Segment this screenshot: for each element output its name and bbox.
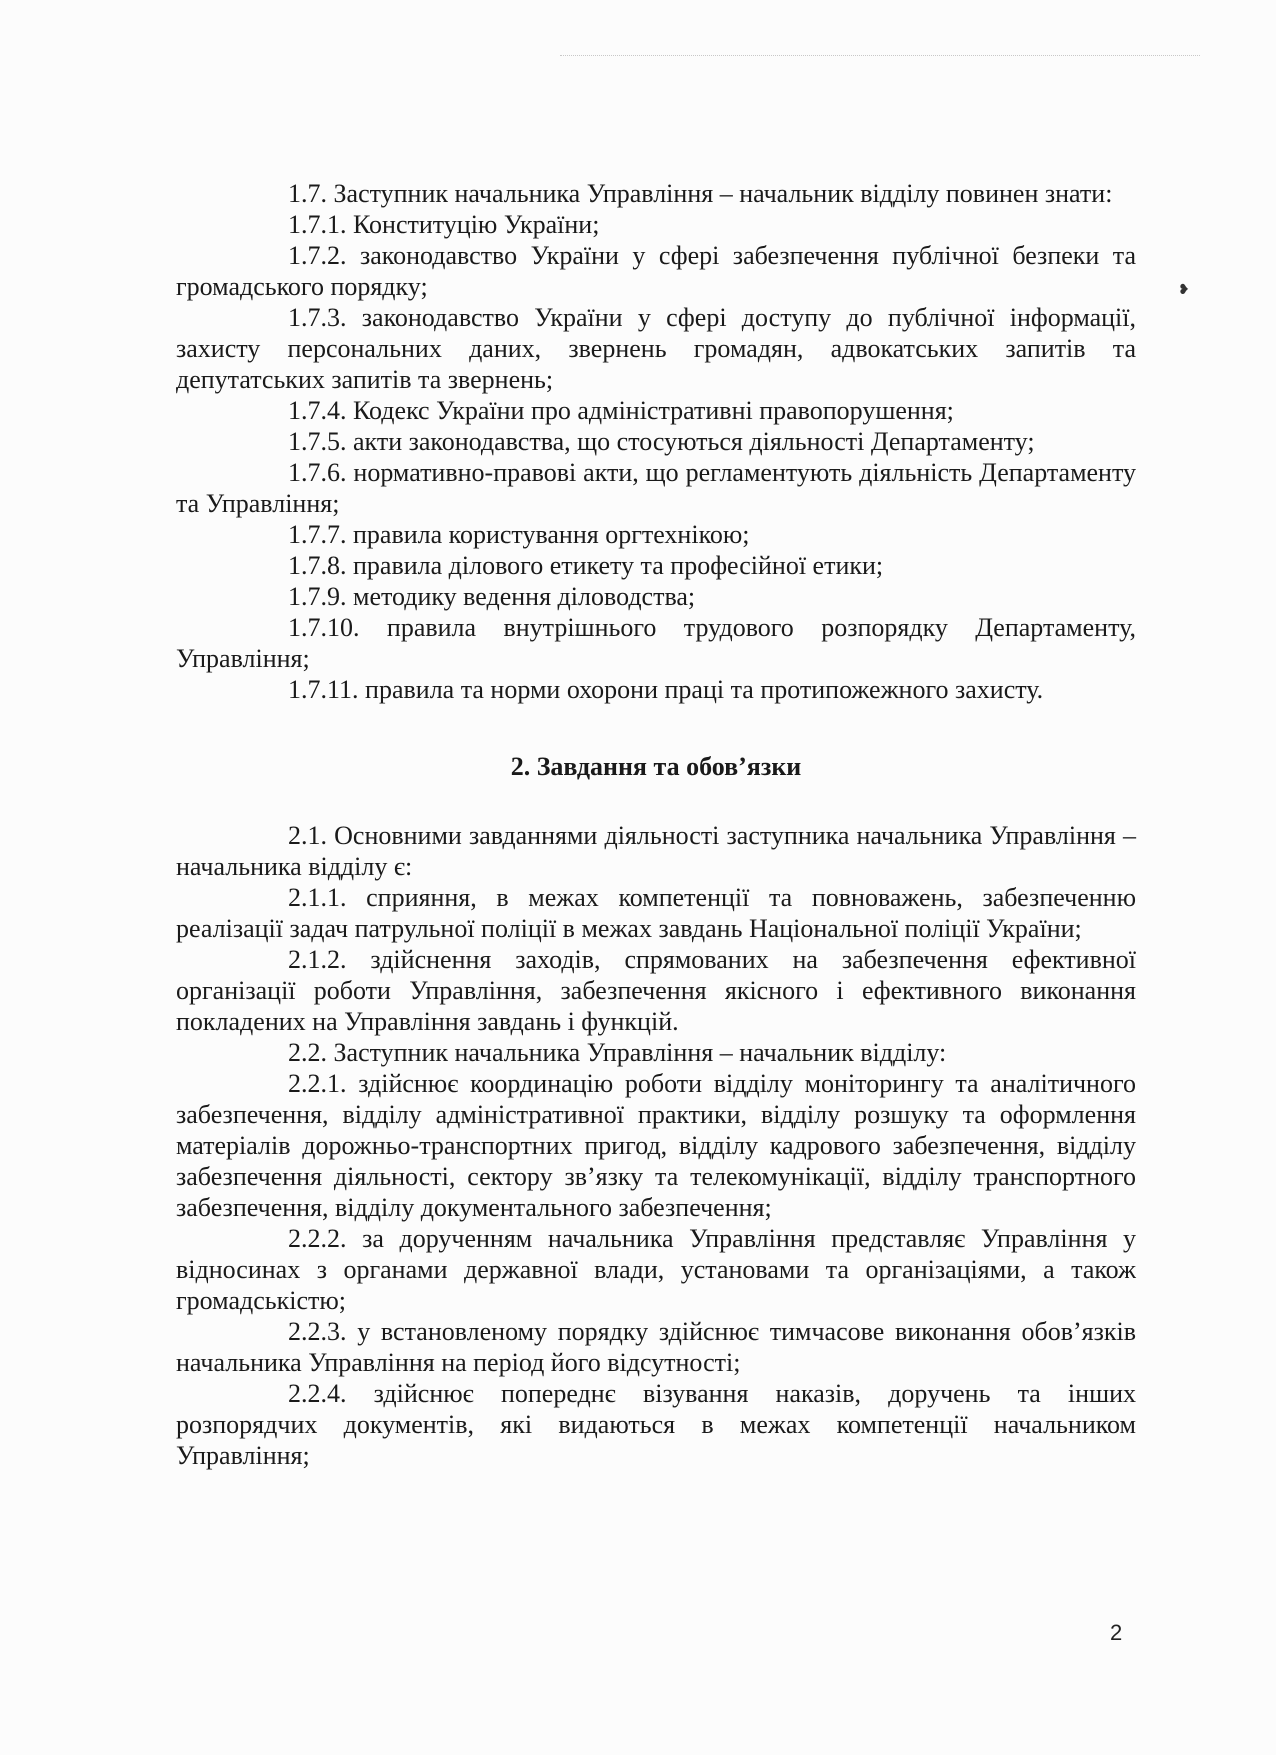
item-number: 1.7.10. [288,613,360,642]
item-number: 1.7.1. [288,210,347,239]
paragraph-2-2-2 [176,1223,1136,1316]
paragraph-2-1-1 [176,882,1136,944]
item-number: 2.2.2. [288,1224,347,1253]
item-text: правила користування оргтехнікою; [353,520,750,549]
item-text: здійснює попереднє візування наказів, доручень та інших розпорядчих документів, які видаються в межах компетенції начальником Управління; [176,1379,1136,1470]
item-number: 1.7.5. [288,427,347,456]
item-text: за дорученням начальника Управління представляє Управління у відносинах з органами державної влади, установами та організаціями, а також громадськістю; [176,1224,1136,1315]
item-text: Основними завданнями діяльності заступника начальника Управління – начальника відділу є: [176,821,1137,881]
item-text: Заступник начальника Управління – начальник відділу повинен знати: [333,179,1113,208]
item-text: Кодекс України про адміністративні правопорушення; [353,396,954,425]
item-number: 1.7. [288,179,327,208]
paragraph-2-2-3 [176,1316,1136,1378]
item-text: у встановленому порядку здійснює тимчасове виконання обов’язків начальника Управління на період його відсутності; [176,1317,1136,1377]
paragraph-1-7-11 [176,674,1136,705]
item-number: 1.7.4. [288,396,347,425]
page-number: 2 [1110,1620,1123,1645]
item-text: законодавство України у сфері доступу до публічної інформації, захисту персональних даних, звернень громадян, адвокатських запитів та депутатських запитів та звернень; [176,303,1137,394]
item-text: сприяння, в межах компетенції та повноважень, забезпеченню реалізації задач патрульної поліції в межах завдань Національної поліції України; [176,883,1136,943]
item-number: 1.7.6. [288,458,347,487]
paragraph-1-7-5 [176,426,1136,457]
section-heading: 2. Завдання та обов’язки [510,752,802,781]
item-number: 2.2.3. [288,1317,347,1346]
paragraph-2-2 [176,1037,1136,1068]
item-number: 2.2.4. [288,1379,347,1408]
item-number: 1.7.7. [288,520,347,549]
item-text: правила внутрішнього трудового розпорядку Департаменту, Управління; [176,613,1136,673]
item-text: Заступник начальника Управління – начальник відділу: [333,1038,947,1067]
paragraph-1-7-9 [176,581,1136,612]
paragraph-1-7-7 [176,519,1136,550]
paragraph-2-1 [176,820,1136,882]
item-number: 1.7.3. [288,303,347,332]
paragraph-1-7 [176,178,1136,209]
paragraph-1-7-3 [176,302,1136,395]
item-text: нормативно-правові акти, що регламентують діяльність Департаменту та Управління; [176,458,1136,518]
item-text: правила та норми охорони праці та протипожежного захисту. [365,675,1044,704]
item-number: 2.1.2. [288,945,347,974]
paragraph-1-7-4 [176,395,1136,426]
paragraph-2-1-2 [176,944,1136,1037]
item-number: 1.7.11. [288,675,359,704]
item-text: здійснює координацію роботи відділу моніторингу та аналітичного забезпечення, відділу адміністративної практики, відділу розшуку та оформлення матеріалів дорожньо-транспортних пригод, відділу кадрового забезпечення, відділу забезпечення діяльності, сектору зв’язку та телекомунікації, відділу транспортного забезпечення, відділу документального забезпечення; [176,1069,1136,1222]
paragraph-1-7-1 [176,209,1136,240]
paragraph-2-2-4 [176,1378,1136,1471]
item-number: 2.1.1. [288,883,347,912]
item-number: 1.7.2. [288,241,347,270]
item-text: правила ділового етикету та професійної етики; [353,551,884,580]
item-text: законодавство України у сфері забезпечення публічної безпеки та громадського порядку; [176,241,1137,301]
item-number: 1.7.9. [288,582,347,611]
item-text: акти законодавства, що стосуються діяльності Департаменту; [353,427,1035,456]
paragraph-1-7-8 [176,550,1136,581]
item-number: 2.2.1. [288,1069,347,1098]
item-number: 2.1. [288,821,327,850]
paragraph-1-7-2 [176,240,1136,302]
item-number: 2.2. [288,1038,327,1067]
item-text: методику ведення діловодства; [353,582,696,611]
paragraph-1-7-6 [176,457,1136,519]
item-number: 1.7.8. [288,551,347,580]
document-body [176,178,1136,1471]
scan-speck-mark: ❥ [1178,283,1190,298]
paragraph-2-2-1 [176,1068,1136,1223]
paragraph-1-7-10 [176,612,1136,674]
item-text: здійснення заходів, спрямованих на забезпечення ефективної організації роботи Управління, забезпечення якісного і ефективного виконання покладених на Управління завдань і функцій. [176,945,1137,1036]
scan-artifact-line [560,55,1200,56]
item-text: Конституцію України; [353,210,600,239]
